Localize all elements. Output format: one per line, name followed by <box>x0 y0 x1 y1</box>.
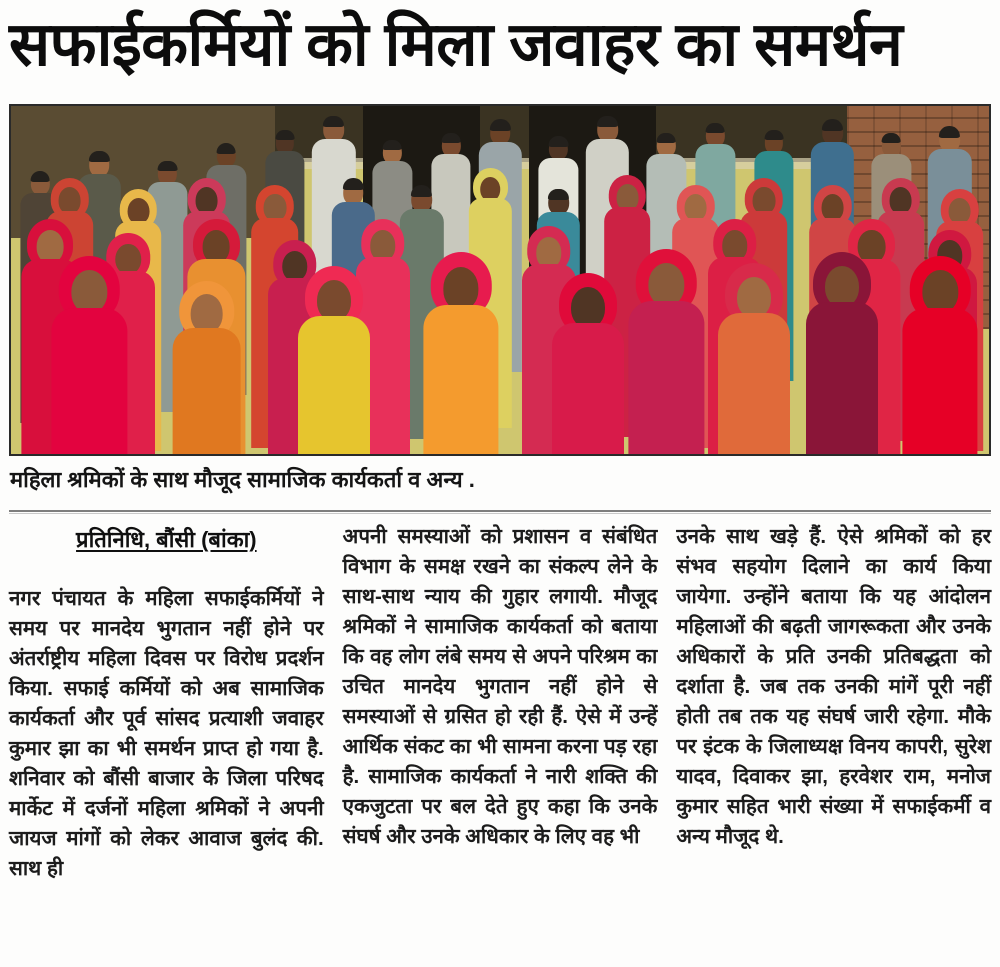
crowd-person-man <box>148 158 188 168</box>
crowd-person-man <box>21 169 61 179</box>
crowd-person-man <box>539 134 579 144</box>
crowd-person-woman <box>21 225 79 235</box>
person-sari <box>552 323 624 456</box>
column-1-text: नगर पंचायत के महिला सफाईकर्मियों ने समय पर मानदेय भुगतान नहीं होने पर अंतर्राष्ट्रीय महिला दिवस पर विरोध प्रदर्शन किया. सफाई कर्मियों को अब सामाजिक कार्यकर्ता और पूर्व सांसद प्रत्याशी जवाहर कुमार झा का भी समर्थन प्राप्त हो गया है. शनिवार को बौंसी बाजार के जिला परिषद मार्केट में दर्जनों महिला श्रमिकों ने अपनी जायज मांगों को लेकर आवाज बुलंद की. साथ ही <box>9 587 324 881</box>
person-sari <box>298 316 370 456</box>
separator-rule <box>9 510 991 514</box>
crowd-person-woman <box>604 179 651 189</box>
crowd-person-woman <box>843 225 901 235</box>
photo <box>9 104 991 456</box>
crowd-person-man <box>928 124 971 134</box>
crowd-person-woman <box>923 235 977 245</box>
crowd-person-woman <box>172 287 240 297</box>
crowd-person-woman <box>522 232 576 242</box>
crowd-person-woman <box>672 190 719 200</box>
crowd-person-man <box>811 117 854 127</box>
crowd-person-woman <box>51 263 127 273</box>
crowd-person-man <box>332 176 375 186</box>
person-hair <box>323 116 344 127</box>
crowd-person-woman <box>188 225 246 235</box>
person-hair <box>549 136 568 146</box>
crowd-person-woman <box>298 273 370 283</box>
crowd-person-man <box>537 186 580 196</box>
person-hair <box>822 119 843 130</box>
person-head <box>443 267 479 310</box>
crowd-person-man <box>206 141 246 151</box>
person-head <box>648 263 684 306</box>
crowd-person-woman <box>552 280 624 290</box>
person-hair <box>548 189 569 200</box>
person-hair <box>597 116 618 127</box>
crowd-person-man <box>400 183 443 193</box>
person-hair <box>31 171 50 181</box>
crowd-person-woman <box>718 270 790 280</box>
crowd-person-woman <box>878 183 925 193</box>
crowd-person-man <box>754 127 794 137</box>
column-3-text: उनके साथ खड़े हैं. ऐसे श्रमिकों को हर संभव सहयोग दिलाने का कार्य किया जायेगा. उन्होंने बताया कि यह आंदोलन महिलाओं की बढ़ती जागरूकता और उनके अधिकारों के प्रति उनकी प्रतिबद्धता को दर्शाता है. जब तक उनकी मांगें पूरी नहीं होती तब तक यह संघर्ष जारी रहेगा. मौके पर इंटक के जिलाध्यक्ष विनय कापरी, सुरेश यादव, दिवाकर झा, हरवेशर राम, मनोज कुमार सहित भारी संख्या में सफाईकर्मी व अन्य मौजूद थे. <box>676 525 992 849</box>
crowd-person-woman <box>936 193 983 203</box>
crowd-person-woman <box>101 238 155 248</box>
crowd-person-man <box>871 131 911 141</box>
photo-caption: महिला श्रमिकों के साथ मौजूद सामाजिक कार्यकर्ता व अन्य . <box>10 467 475 493</box>
article-column-2 <box>343 522 658 884</box>
crowd-person-man <box>586 113 629 123</box>
crowd-person-man <box>478 117 521 127</box>
crowd-person-woman <box>809 190 856 200</box>
person-hair <box>764 130 783 140</box>
person-head <box>825 266 859 307</box>
person-hair <box>490 119 511 130</box>
crowd-person-man <box>646 131 686 141</box>
person-hair <box>343 178 364 189</box>
photo-figure <box>9 104 991 494</box>
person-sari <box>423 305 499 457</box>
person-hair <box>275 130 294 140</box>
crowd-person-man <box>373 138 413 148</box>
person-hair <box>158 161 177 171</box>
crowd-person-man <box>265 127 305 137</box>
crowd-person-woman <box>183 183 230 193</box>
person-hair <box>657 133 676 143</box>
person-sari <box>628 301 704 456</box>
person-sari <box>806 302 878 456</box>
person-hair <box>217 143 236 153</box>
article-column-3 <box>676 522 991 884</box>
person-head <box>71 270 107 313</box>
person-hair <box>89 151 110 162</box>
crowd-person-woman <box>902 263 978 273</box>
crowd-person-woman <box>115 193 162 203</box>
person-hair <box>411 185 432 196</box>
person-head <box>922 270 958 313</box>
person-sari <box>172 328 240 456</box>
person-sari <box>51 308 127 456</box>
article-column-1 <box>9 522 324 884</box>
article-body <box>9 522 991 884</box>
person-head <box>317 280 351 321</box>
headline: सफाईकर्मियों को मिला जवाहर का समर्थन <box>9 10 903 78</box>
crowd-person-woman <box>469 172 512 182</box>
column-2-text: अपनी समस्याओं को प्रशासन व संबंधित विभाग के समक्ष रखने का संकल्प लेने के साथ-साथ न्याय की गुहार लगायी. मौजूद श्रमिकों ने सामाजिक कार्यकर्ता को बताया कि वह लोग लंबे समय से अपने परिश्रम का उचित मानदेय भुगतान नहीं होने से समस्याओं से ग्रसित हो रही हैं. ऐसे में उन्हें आर्थिक संकट का भी सामना करना पड़ रहा है. सामाजिक कार्यकर्ता ने नारी शक्ति की एकजुटता पर बल देते हुए कहा कि उनके संघर्ष और उनके अधिकार के लिए वह भी <box>342 525 658 849</box>
dateline: प्रतिनिधि, बौंसी (बांका) <box>76 527 257 553</box>
person-sari <box>902 308 978 456</box>
person-head <box>571 287 605 328</box>
person-head <box>737 277 771 318</box>
crowd-person-woman <box>356 225 410 235</box>
crowd-person-woman <box>708 225 762 235</box>
crowd-person-woman <box>628 256 704 266</box>
crowd-person-man <box>695 120 735 130</box>
person-head <box>190 294 222 333</box>
photo-crowd <box>11 106 989 454</box>
crowd-person-man <box>431 131 471 141</box>
crowd-person-woman <box>252 190 299 200</box>
person-hair <box>706 123 725 133</box>
person-hair <box>383 140 402 150</box>
person-hair <box>939 126 960 137</box>
crowd-person-man <box>312 113 355 123</box>
person-hair <box>441 133 460 143</box>
crowd-person-woman <box>741 183 788 193</box>
crowd-person-man <box>77 148 120 158</box>
crowd-person-woman <box>423 259 499 269</box>
crowd-person-woman <box>46 183 93 193</box>
crowd-person-woman <box>268 245 322 255</box>
person-sari <box>718 313 790 456</box>
crowd-person-woman <box>806 259 878 269</box>
person-hair <box>882 133 901 143</box>
